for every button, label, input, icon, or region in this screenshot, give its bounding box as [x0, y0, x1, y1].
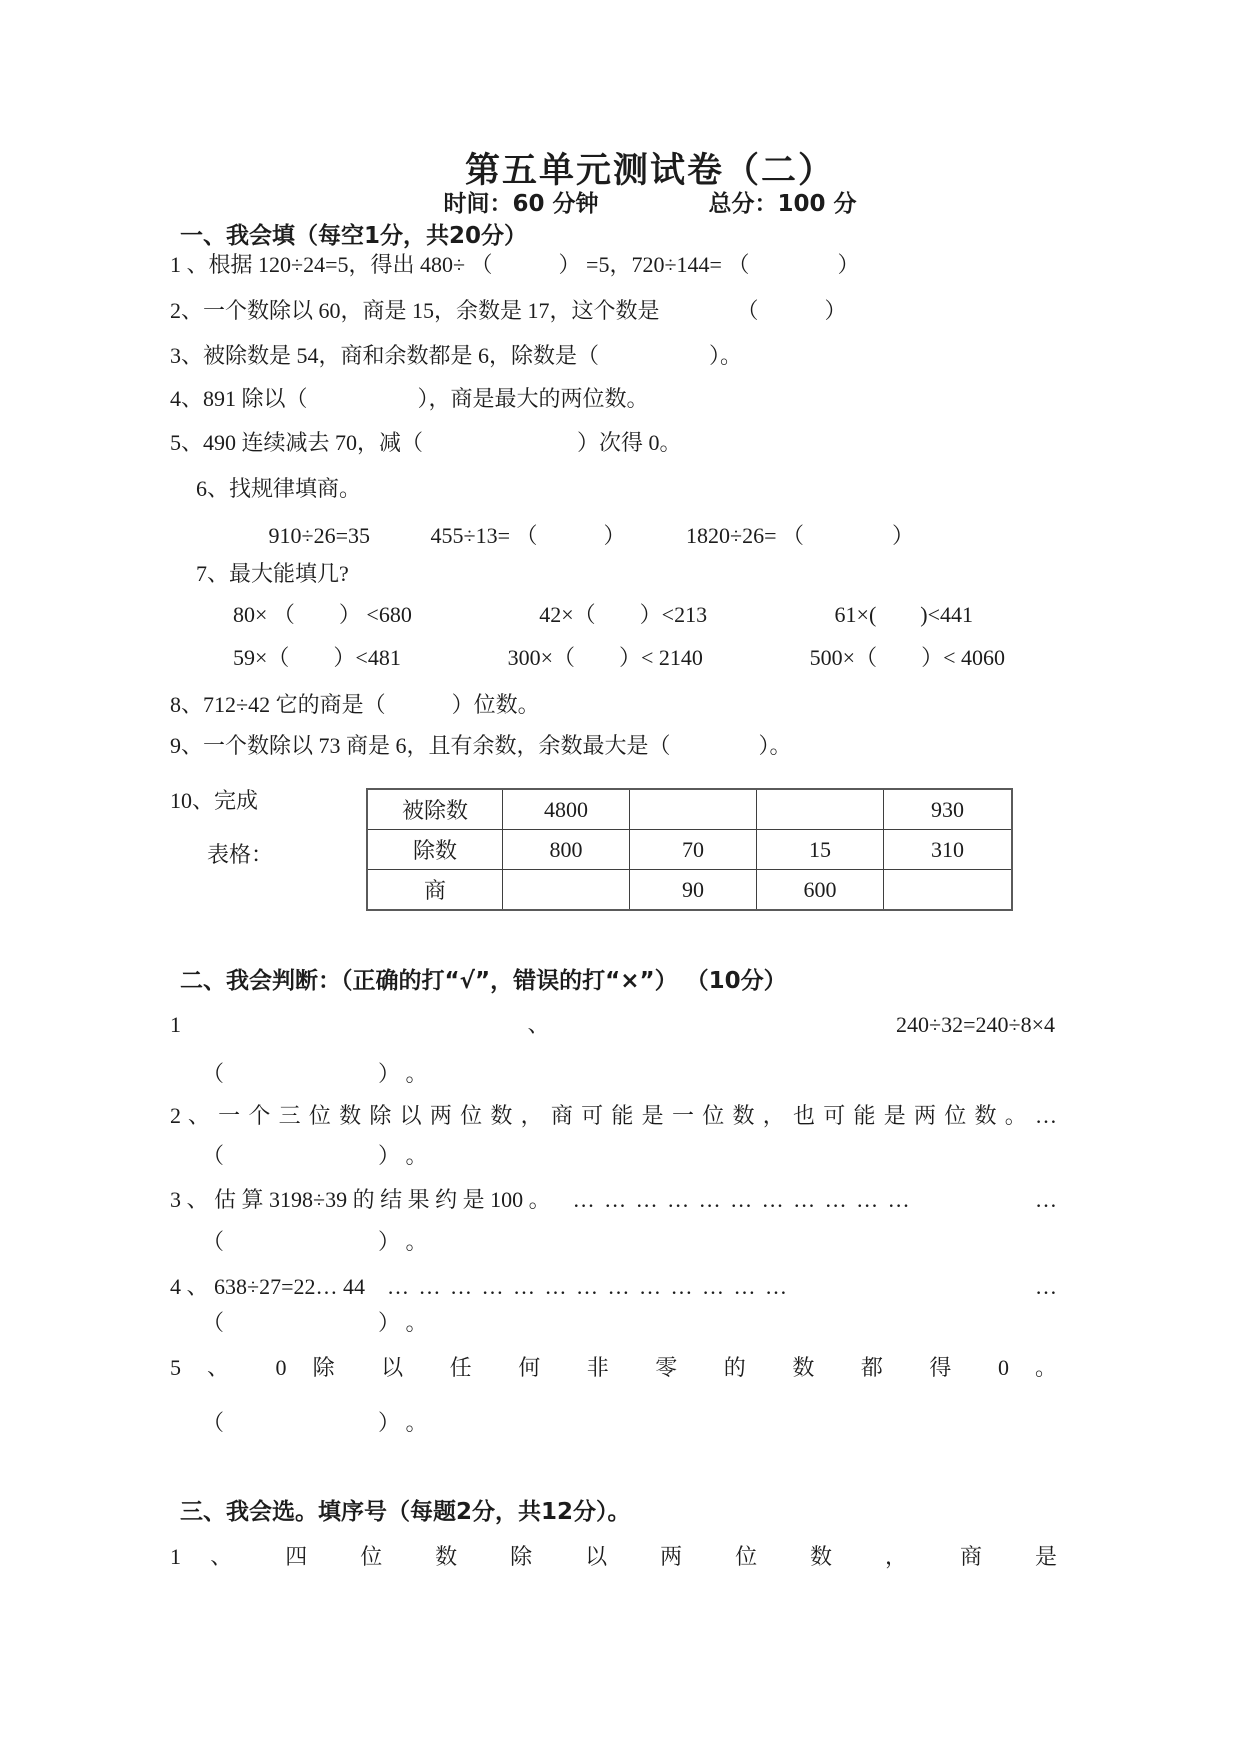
section2-heading: 二、我会判断：（正确的打“√”，错误的打“×”） （10分）: [180, 968, 787, 994]
table-cell: 4800: [503, 789, 630, 830]
s2-item-5: 5 、 0 除 以 任 何 非 零 的 数 都 得 0 。: [170, 1355, 1057, 1380]
s1-item-8: 8、712÷42 它的商是（ ）位数。: [170, 692, 540, 717]
s2-item-4: [170, 1272, 1057, 1302]
table-cell: 90: [630, 870, 757, 911]
table-cell-blank: [630, 789, 757, 830]
table-cell: 800: [503, 830, 630, 870]
s1-item-6-part-2: 455÷13= （ ）: [430, 523, 626, 548]
s2-item-3-text: 3 、 估 算 3198÷39 的 结 果 约 是 100 。: [170, 1187, 551, 1212]
s1-item-7-row1-part-2: 42×（ ）<213: [539, 602, 708, 627]
s1-item-6-row: [208, 521, 914, 551]
table-cell: 被除数: [367, 789, 503, 830]
s2-answer-blank-1: （ ） 。: [202, 1061, 428, 1086]
s2-item-4-text: 4 、 638÷27=22… 44: [170, 1274, 365, 1299]
s2-answer-blank-5: （ ） 。: [202, 1410, 428, 1435]
table-cell: 除数: [367, 830, 503, 870]
table-row-divisor: [367, 830, 1012, 870]
s2-item-4-dots: … … … … … … … … … … … … …: [386, 1274, 789, 1299]
s1-item-2: 2、一个数除以 60，商是 15，余数是 17，这个数是 （ ）: [170, 298, 847, 323]
score-label: 总分：100 分: [708, 191, 857, 217]
s2-item-4-dots-tail: …: [1035, 1274, 1057, 1299]
table-cell: 15: [757, 830, 884, 870]
table-cell-blank: [757, 789, 884, 830]
table-cell: 930: [884, 789, 1013, 830]
table-cell: 600: [757, 870, 884, 911]
s1-item-6-label: 6、找规律填商。: [196, 476, 362, 501]
s2-item-1: [170, 1010, 1055, 1040]
table-cell: 70: [630, 830, 757, 870]
s1-item-9: 9、一个数除以 73 商是 6，且有余数，余数最大是（ ）。: [170, 733, 792, 758]
s2-item-3-dots: … … … … … … … … … … …: [572, 1187, 912, 1212]
s1-item-7-row1-part-3: 61×( )<441: [834, 602, 973, 627]
s2-answer-blank-2: （ ） 。: [202, 1143, 428, 1168]
s1-item-6-part-3: 1820÷26= （ ）: [686, 523, 914, 548]
s2-item-2: 2 、 一 个 三 位 数 除 以 两 位 数 ， 商 可 能 是 一 位 数 ， 也 可 能 是 两 位 数 。 …: [170, 1103, 1057, 1128]
s1-item-7-label: 7、最大能填几?: [196, 561, 349, 586]
table-row-quotient: [367, 870, 1012, 911]
s1-item-3: 3、被除数是 54，商和余数都是 6，除数是（ ）。: [170, 343, 743, 368]
table-cell: 商: [367, 870, 503, 911]
table-cell: 310: [884, 830, 1013, 870]
s1-item-7-row2-part-1: 59×（ ）<481: [233, 645, 401, 670]
table-cell-blank: [884, 870, 1013, 911]
s3-item-1: 1 、 四 位 数 除 以 两 位 数 ， 商 是: [170, 1544, 1057, 1569]
s1-item-1: 1 、根据 120÷24=5，得出 480÷ （ ） =5，720÷144= （ ）: [170, 252, 860, 277]
table-row-dividend: [367, 789, 1012, 830]
section3-heading: 三、我会选。填序号（每题2分，共12分）。: [180, 1499, 631, 1525]
s2-item-3: [170, 1185, 1057, 1215]
s1-item-7-row-2: [233, 643, 1005, 673]
s1-item-6-part-1: 910÷26=35: [268, 523, 370, 548]
page-title: 第五单元测试卷（二）: [464, 150, 835, 191]
s1-item-10-label-line2: 表格：: [207, 842, 274, 867]
s1-item-10-label-line1: 10、完成: [170, 788, 259, 813]
s1-item-7-row2-part-2: 300×（ ）< 2140: [507, 645, 703, 670]
s1-item-7-row2-part-3: 500×（ ）< 4060: [809, 645, 1005, 670]
s2-answer-blank-3: （ ） 。: [202, 1229, 428, 1254]
s2-answer-blank-4: （ ） 。: [202, 1310, 428, 1335]
s2-item-1-number: 1: [170, 1012, 181, 1037]
s1-item-5: 5、490 连续减去 70，减（ ）次得 0。: [170, 430, 682, 455]
s2-item-3-dots-tail: …: [1035, 1187, 1057, 1212]
s1-item-4: 4、891 除以（ ），商是最大的两位数。: [170, 386, 649, 411]
s1-item-7-row-1: [233, 600, 973, 630]
s2-item-1-expression: 240÷32=240÷8×4: [896, 1012, 1055, 1037]
s1-item-7-row1-part-1: 80× （ ） <680: [233, 602, 412, 627]
section1-heading: 一、我会填（每空1分，共20分）: [180, 223, 528, 249]
time-label: 时间：60 分钟: [443, 191, 599, 217]
s2-item-1-pause-mark: 、: [527, 1012, 550, 1037]
page-subtitle: [175, 185, 1125, 218]
table-cell-blank: [503, 870, 630, 911]
division-table: [366, 788, 1013, 911]
